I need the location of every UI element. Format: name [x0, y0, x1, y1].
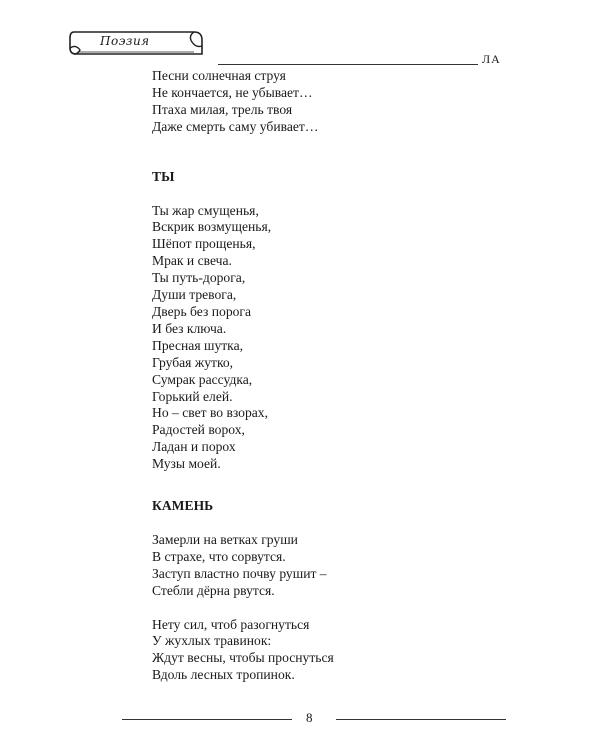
footer-rule [336, 719, 506, 720]
poem-line: Ладан и порох [152, 439, 236, 455]
page-number: 8 [306, 710, 313, 725]
poem-line: И без ключа. [152, 320, 227, 336]
poem-stanza [152, 532, 532, 600]
poem-line: Замерли на ветках груши [152, 531, 298, 547]
poem-line: Птаха милая, трель твоя [152, 101, 293, 117]
footer-rule [122, 719, 292, 720]
poem-line: В страхе, что сорвутся. [152, 548, 286, 564]
poem-line: Вскрик возмущенья, [152, 219, 272, 235]
poem-line: Горький елей. [152, 388, 233, 404]
poem-title: ТЫ [152, 168, 175, 184]
poem-title: КАМЕНЬ [152, 498, 214, 514]
poem-line: Вдоль лесных тропинок. [152, 667, 295, 683]
poem-line: Но – свет во взорах, [152, 405, 269, 421]
poem-line: Ждут весны, чтобы проснуться [152, 650, 334, 666]
page-content [152, 68, 532, 684]
poem-line: Не кончается, не убывает… [152, 84, 313, 100]
poem-line: Стебли дёрна рвутся. [152, 582, 275, 598]
poem-body [152, 203, 532, 474]
running-head: ЛА [482, 52, 501, 66]
poem-line: Шёпот прощенья, [152, 236, 256, 252]
poem-line: Мрак и свеча. [152, 253, 232, 269]
poem-line: Даже смерть саму убивает… [152, 118, 319, 134]
poem-line: У жухлых травинок: [152, 633, 272, 649]
poem-line: Сумрак рассудка, [152, 371, 253, 387]
poem-line: Пресная шутка, [152, 337, 244, 353]
poem-line: Заступ властно почву рушит – [152, 565, 327, 581]
poem-line: Ты путь-дорога, [152, 270, 246, 286]
poem-line: Грубая жутко, [152, 354, 234, 370]
poem-stanza [152, 617, 532, 685]
section-banner [68, 28, 208, 58]
poem-line: Нету сил, чтоб разогнуться [152, 616, 310, 632]
poem-line: Ты жар смущенья, [152, 202, 259, 218]
poem-line: Музы моей. [152, 456, 221, 472]
poem-line: Песни солнечная струя [152, 68, 286, 83]
header-rule [218, 64, 478, 65]
poem-line: Радостей ворох, [152, 422, 245, 438]
poem-line: Дверь без порога [152, 303, 252, 319]
poem-line: Души тревога, [152, 287, 237, 303]
section-label: Поэзия [100, 34, 150, 48]
intro-stanza [152, 68, 532, 136]
